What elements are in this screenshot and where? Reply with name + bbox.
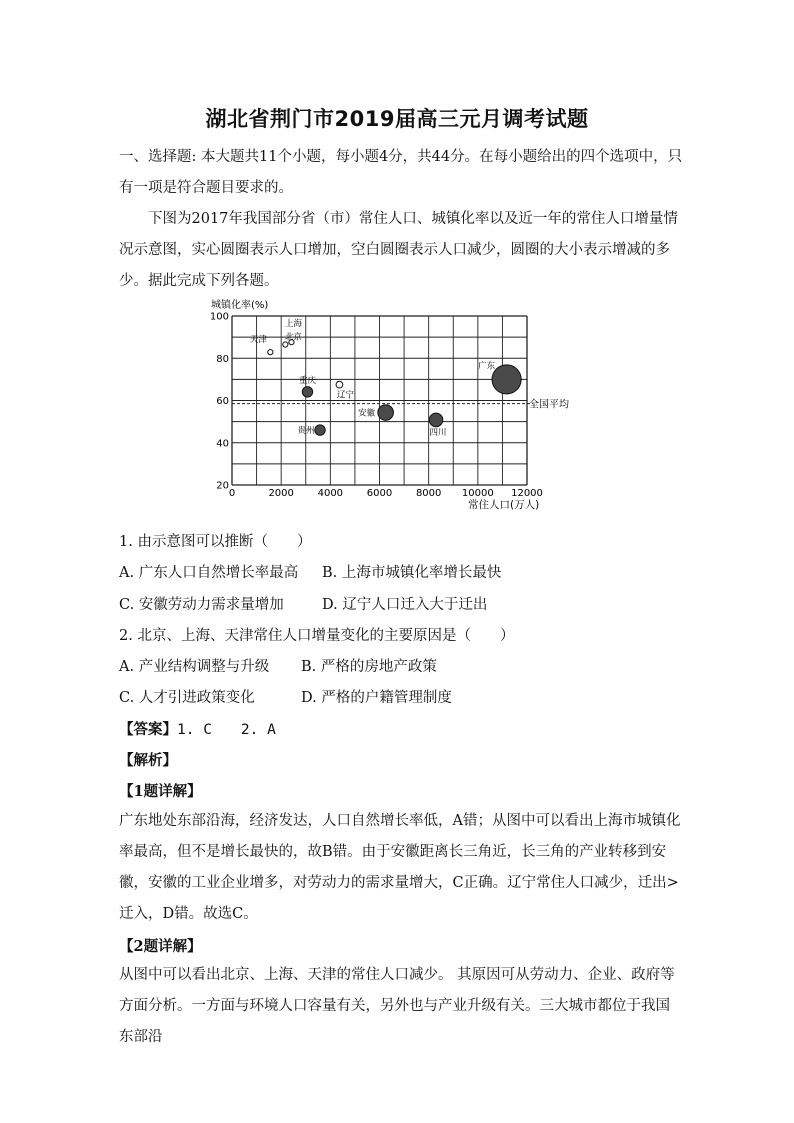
- question-1-options-ab: [119, 561, 501, 582]
- analysis-label: 【解析】: [119, 752, 177, 769]
- y-tick-label: 40: [216, 438, 229, 450]
- question-2-option-c[interactable]: C. 人才引进政策变化: [119, 690, 255, 706]
- data-point-四川: [429, 413, 443, 427]
- detail-1-text: 广东地处东部沿海，经济发达，人口自然增长率低，A错；从图中可以看出上海市城镇化率最高，但不是增长最快的，故B错。由于安徽距离长三角近，长三角的产业转移到安徽，安徽的工业企业增多，对劳动力的需求量增大，C正确。辽宁常住人口减少，迁出>迁入，D错。故选C。: [119, 813, 681, 922]
- data-point-广东: [492, 365, 521, 394]
- answer-line: [119, 718, 276, 739]
- data-point-贵州: [315, 425, 325, 435]
- y-axis-label: 城镇化率(%): [211, 300, 269, 311]
- national-average-label: 全国平均: [529, 399, 569, 411]
- data-point-重庆: [302, 387, 312, 397]
- data-point-label: 广东: [478, 361, 496, 372]
- x-tick-label: 10000: [461, 488, 494, 499]
- section-heading: 一、选择题: 本大题共11个小题，每小题4分，共44分。在每小题给出的四个选项中，只有一项是符合题目要求的。: [119, 149, 683, 196]
- question-2-options-ab: [119, 655, 437, 676]
- detail-1-label: 【1题详解】: [119, 783, 202, 800]
- y-tick-label: 80: [216, 353, 229, 365]
- data-point-label: 天津: [249, 335, 267, 346]
- y-tick-label: 60: [216, 396, 229, 407]
- question-2-stem: 2. 北京、上海、天津常住人口增量变化的主要原因是（ ）: [119, 628, 515, 644]
- data-point-label: 贵州: [297, 426, 315, 437]
- question-2-option-b[interactable]: B. 严格的房地产政策: [301, 659, 437, 675]
- y-tick-label: 20: [216, 480, 229, 492]
- x-tick-label: 4000: [317, 488, 344, 499]
- x-tick-label: 0: [228, 488, 236, 499]
- question-1-option-b[interactable]: B. 上海市城镇化率增长最快: [322, 565, 502, 581]
- question-2-option-d[interactable]: D. 严格的户籍管理制度: [301, 690, 452, 706]
- question-1-stem: 1. 由示意图可以推断（ ）: [119, 534, 312, 550]
- data-point-安徽: [378, 405, 394, 421]
- question-2-option-a[interactable]: A. 产业结构调整与升级: [119, 659, 270, 675]
- data-point-label: 安徽: [358, 408, 376, 419]
- data-point-label: 重庆: [298, 375, 316, 386]
- y-tick-label: 100: [209, 311, 229, 323]
- data-point-label: 四川: [429, 427, 447, 438]
- population-urbanization-chart: [200, 296, 610, 516]
- answer-text: 1. C 2. A: [177, 722, 276, 738]
- question-1-option-d[interactable]: D. 辽宁人口迁入大于迁出: [322, 597, 488, 613]
- chart-grid: [232, 316, 527, 485]
- x-tick-label: 2000: [268, 488, 294, 499]
- x-tick-label: 8000: [415, 488, 442, 499]
- question-1-option-a[interactable]: A. 广东人口自然增长率最高: [119, 565, 299, 581]
- detail-2-text: 从图中可以看出北京、上海、天津的常住人口减少。 其原因可从劳动力、企业、政府等方面分析。一方面与环境人口容量有关，另外也与产业升级有关。三大城市都位于我国东部沿: [119, 967, 675, 1045]
- question-2-options-cd: [119, 686, 452, 707]
- x-axis-label: 常住人口(万人): [468, 499, 540, 511]
- x-tick-label: 6000: [366, 488, 393, 499]
- answer-label: 【答案】: [119, 721, 177, 738]
- data-point-label: 辽宁: [336, 390, 354, 401]
- data-point-北京: [283, 342, 288, 347]
- data-point-label: 上海: [284, 319, 302, 330]
- data-points: [250, 318, 521, 438]
- data-point-天津: [268, 350, 273, 355]
- question-1-options-cd: [119, 593, 487, 614]
- x-tick-label: 12000: [511, 488, 543, 499]
- question-1-option-c[interactable]: C. 安徽劳动力需求量增加: [119, 597, 284, 613]
- page-title: 湖北省荆门市2019届高三元月调考试题: [205, 107, 589, 131]
- data-point-辽宁: [336, 381, 343, 388]
- intro-paragraph: 下图为2017年我国部分省（市）常住人口、城镇化率以及近一年的常住人口增量情况示意图，实心圆圈表示人口增加，空白圆圈表示人口减少，圆圈的大小表示增减的多少。据此完成下列各题。: [119, 211, 678, 289]
- detail-2-label: 【2题详解】: [119, 938, 202, 955]
- data-point-label: 北京: [284, 332, 302, 343]
